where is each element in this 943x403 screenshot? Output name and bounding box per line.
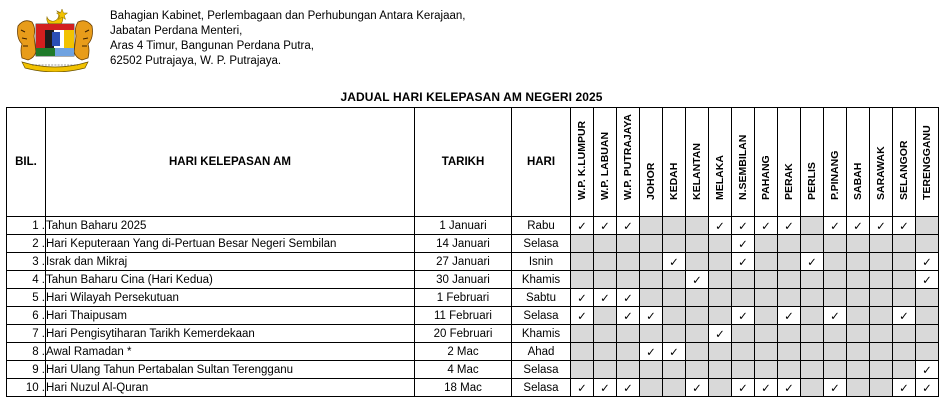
state-empty-cell xyxy=(778,271,801,289)
state-empty-cell xyxy=(709,343,732,361)
state-check-cell: ✓ xyxy=(617,379,640,397)
column-header-state xyxy=(755,108,778,217)
state-empty-cell xyxy=(824,343,847,361)
state-empty-cell xyxy=(847,253,870,271)
state-empty-cell xyxy=(824,289,847,307)
column-header-state xyxy=(594,108,617,217)
state-empty-cell xyxy=(847,235,870,253)
state-empty-cell xyxy=(755,343,778,361)
state-empty-cell xyxy=(571,235,594,253)
state-check-cell: ✓ xyxy=(870,217,893,235)
holiday-date: 1 Februari xyxy=(415,289,512,307)
state-empty-cell xyxy=(686,343,709,361)
state-empty-cell xyxy=(870,253,893,271)
state-empty-cell xyxy=(571,343,594,361)
page-title: JADUAL HARI KELEPASAN AM NEGERI 2025 xyxy=(340,90,603,104)
state-empty-cell xyxy=(916,325,939,343)
state-check-cell: ✓ xyxy=(893,217,916,235)
row-number: 4 . xyxy=(7,271,46,289)
state-check-cell: ✓ xyxy=(686,379,709,397)
state-check-cell: ✓ xyxy=(778,379,801,397)
state-empty-cell xyxy=(778,289,801,307)
state-empty-cell xyxy=(801,379,824,397)
state-label: SABAH xyxy=(852,162,864,200)
state-empty-cell xyxy=(732,343,755,361)
state-empty-cell xyxy=(755,325,778,343)
state-empty-cell xyxy=(617,271,640,289)
state-empty-cell xyxy=(571,361,594,379)
holiday-date: 14 Januari xyxy=(415,235,512,253)
state-empty-cell xyxy=(640,271,663,289)
column-header-state xyxy=(686,108,709,217)
column-header-state xyxy=(824,108,847,217)
holiday-date: 30 Januari xyxy=(415,271,512,289)
state-empty-cell xyxy=(594,325,617,343)
state-empty-cell xyxy=(755,289,778,307)
state-empty-cell xyxy=(824,235,847,253)
state-empty-cell xyxy=(801,271,824,289)
holiday-date: 11 Februari xyxy=(415,307,512,325)
state-check-cell: ✓ xyxy=(571,379,594,397)
state-empty-cell xyxy=(663,271,686,289)
state-empty-cell xyxy=(640,217,663,235)
state-empty-cell xyxy=(755,361,778,379)
holiday-name: Tahun Baharu Cina (Hari Kedua) xyxy=(46,271,415,289)
table-row xyxy=(7,361,939,379)
state-empty-cell xyxy=(870,307,893,325)
state-empty-cell xyxy=(571,271,594,289)
state-check-cell: ✓ xyxy=(686,271,709,289)
state-check-cell: ✓ xyxy=(755,217,778,235)
state-empty-cell xyxy=(778,253,801,271)
state-empty-cell xyxy=(686,289,709,307)
state-check-cell: ✓ xyxy=(732,379,755,397)
holiday-name: Israk dan Mikraj xyxy=(46,253,415,271)
state-check-cell: ✓ xyxy=(663,253,686,271)
state-empty-cell xyxy=(594,307,617,325)
state-empty-cell xyxy=(801,217,824,235)
state-empty-cell xyxy=(870,343,893,361)
state-empty-cell xyxy=(893,343,916,361)
state-empty-cell xyxy=(893,289,916,307)
holiday-date: 20 Februari xyxy=(415,325,512,343)
holiday-name: Hari Wilayah Persekutuan xyxy=(46,289,415,307)
holiday-day: Khamis xyxy=(512,325,571,343)
state-check-cell: ✓ xyxy=(893,379,916,397)
column-header-name: HARI KELEPASAN AM xyxy=(46,108,415,217)
state-empty-cell xyxy=(755,271,778,289)
state-empty-cell xyxy=(801,343,824,361)
row-number: 5 . xyxy=(7,289,46,307)
holiday-name: Tahun Baharu 2025 xyxy=(46,217,415,235)
state-empty-cell xyxy=(870,235,893,253)
state-empty-cell xyxy=(709,361,732,379)
state-empty-cell xyxy=(686,325,709,343)
state-empty-cell xyxy=(640,361,663,379)
state-empty-cell xyxy=(755,235,778,253)
state-empty-cell xyxy=(663,379,686,397)
holiday-day: Isnin xyxy=(512,253,571,271)
state-empty-cell xyxy=(732,361,755,379)
holiday-date: 1 Januari xyxy=(415,217,512,235)
state-empty-cell xyxy=(847,289,870,307)
table-row xyxy=(7,343,939,361)
state-check-cell: ✓ xyxy=(755,379,778,397)
state-empty-cell xyxy=(916,217,939,235)
row-number: 10 . xyxy=(7,379,46,397)
state-label: SARAWAK xyxy=(875,146,887,200)
state-empty-cell xyxy=(824,361,847,379)
table-header-row xyxy=(7,108,939,217)
state-empty-cell xyxy=(571,325,594,343)
state-check-cell: ✓ xyxy=(617,307,640,325)
address-line: Bahagian Kabinet, Perlembagaan dan Perhubungan Antara Kerajaan, xyxy=(110,10,466,22)
state-empty-cell xyxy=(755,253,778,271)
row-number: 9 . xyxy=(7,361,46,379)
holiday-day: Rabu xyxy=(512,217,571,235)
state-empty-cell xyxy=(893,271,916,289)
row-number: 3 . xyxy=(7,253,46,271)
holiday-date: 4 Mac xyxy=(415,361,512,379)
state-empty-cell xyxy=(686,235,709,253)
state-empty-cell xyxy=(663,325,686,343)
table-row xyxy=(7,325,939,343)
row-number: 6 . xyxy=(7,307,46,325)
state-label: KEDAH xyxy=(668,162,680,200)
table-body xyxy=(7,217,939,397)
state-empty-cell xyxy=(709,253,732,271)
state-check-cell: ✓ xyxy=(824,307,847,325)
state-check-cell: ✓ xyxy=(571,307,594,325)
state-empty-cell xyxy=(709,271,732,289)
state-empty-cell xyxy=(686,217,709,235)
state-empty-cell xyxy=(778,235,801,253)
column-header-state xyxy=(801,108,824,217)
column-header-state xyxy=(847,108,870,217)
state-empty-cell xyxy=(870,325,893,343)
holiday-day: Selasa xyxy=(512,379,571,397)
state-empty-cell xyxy=(732,325,755,343)
state-check-cell: ✓ xyxy=(732,235,755,253)
state-empty-cell xyxy=(617,361,640,379)
state-check-cell: ✓ xyxy=(594,379,617,397)
column-header-state xyxy=(870,108,893,217)
state-label: W.P. K.LUMPUR xyxy=(576,120,588,200)
state-empty-cell xyxy=(617,253,640,271)
state-empty-cell xyxy=(755,307,778,325)
holiday-date: 27 Januari xyxy=(415,253,512,271)
state-label: PAHANG xyxy=(760,155,772,200)
state-empty-cell xyxy=(870,271,893,289)
state-empty-cell xyxy=(916,235,939,253)
state-empty-cell xyxy=(801,289,824,307)
holiday-day: Khamis xyxy=(512,271,571,289)
state-empty-cell xyxy=(663,361,686,379)
table-row xyxy=(7,271,939,289)
holiday-day: Sabtu xyxy=(512,289,571,307)
table-row xyxy=(7,307,939,325)
state-empty-cell xyxy=(847,379,870,397)
state-empty-cell xyxy=(778,343,801,361)
holiday-name: Hari Thaipusam xyxy=(46,307,415,325)
holiday-day: Ahad xyxy=(512,343,571,361)
state-empty-cell xyxy=(801,325,824,343)
holiday-name: Hari Keputeraan Yang di-Pertuan Besar Negeri Sembilan xyxy=(46,235,415,253)
column-header-state xyxy=(732,108,755,217)
address-line: 62502 Putrajaya, W. P. Putrajaya. xyxy=(110,55,282,67)
state-empty-cell xyxy=(732,289,755,307)
state-empty-cell xyxy=(617,235,640,253)
state-empty-cell xyxy=(663,307,686,325)
state-empty-cell xyxy=(640,379,663,397)
column-header-state xyxy=(709,108,732,217)
table-row xyxy=(7,379,939,397)
state-check-cell: ✓ xyxy=(732,253,755,271)
state-label: PERLIS xyxy=(806,162,818,200)
state-check-cell: ✓ xyxy=(617,217,640,235)
state-label: SELANGOR xyxy=(898,140,910,200)
state-check-cell: ✓ xyxy=(893,307,916,325)
row-number: 7 . xyxy=(7,325,46,343)
column-header-state xyxy=(893,108,916,217)
state-check-cell: ✓ xyxy=(732,217,755,235)
state-empty-cell xyxy=(847,325,870,343)
table-row xyxy=(7,235,939,253)
column-header-state xyxy=(640,108,663,217)
holiday-date: 2 Mac xyxy=(415,343,512,361)
state-empty-cell xyxy=(916,289,939,307)
state-check-cell: ✓ xyxy=(709,325,732,343)
state-empty-cell xyxy=(870,289,893,307)
state-empty-cell xyxy=(893,325,916,343)
state-empty-cell xyxy=(571,253,594,271)
state-check-cell: ✓ xyxy=(594,289,617,307)
state-empty-cell xyxy=(847,361,870,379)
state-empty-cell xyxy=(778,361,801,379)
state-check-cell: ✓ xyxy=(778,307,801,325)
state-empty-cell xyxy=(893,253,916,271)
state-label: N.SEMBILAN xyxy=(737,134,749,200)
state-empty-cell xyxy=(686,307,709,325)
column-header-state xyxy=(916,108,939,217)
state-check-cell: ✓ xyxy=(847,217,870,235)
state-empty-cell xyxy=(824,271,847,289)
state-empty-cell xyxy=(870,361,893,379)
column-header-day: HARI xyxy=(512,108,571,217)
holiday-day: Selasa xyxy=(512,361,571,379)
holiday-name: Hari Nuzul Al-Quran xyxy=(46,379,415,397)
state-label: JOHOR xyxy=(645,162,657,200)
holiday-name: Awal Ramadan * xyxy=(46,343,415,361)
address-line: Jabatan Perdana Menteri, xyxy=(110,25,243,37)
state-label: TERENGGANU xyxy=(921,125,933,200)
state-check-cell: ✓ xyxy=(916,253,939,271)
state-label: PERAK xyxy=(783,163,795,200)
state-check-cell: ✓ xyxy=(663,343,686,361)
state-empty-cell xyxy=(732,271,755,289)
state-check-cell: ✓ xyxy=(732,307,755,325)
state-check-cell: ✓ xyxy=(640,343,663,361)
state-empty-cell xyxy=(663,289,686,307)
address-block xyxy=(110,9,466,69)
state-check-cell: ✓ xyxy=(801,253,824,271)
state-check-cell: ✓ xyxy=(617,289,640,307)
state-empty-cell xyxy=(893,235,916,253)
state-check-cell: ✓ xyxy=(916,379,939,397)
coat-of-arms-logo xyxy=(12,6,98,72)
row-number: 8 . xyxy=(7,343,46,361)
state-check-cell: ✓ xyxy=(778,217,801,235)
column-header-date: TARIKH xyxy=(415,108,512,217)
state-empty-cell xyxy=(640,253,663,271)
holiday-day: Selasa xyxy=(512,235,571,253)
state-check-cell: ✓ xyxy=(916,271,939,289)
state-empty-cell xyxy=(663,217,686,235)
state-empty-cell xyxy=(594,271,617,289)
state-empty-cell xyxy=(594,361,617,379)
holiday-name: Hari Ulang Tahun Pertabalan Sultan Terengganu xyxy=(46,361,415,379)
state-empty-cell xyxy=(709,379,732,397)
column-header-state xyxy=(663,108,686,217)
state-empty-cell xyxy=(778,325,801,343)
state-label: W.P. PUTRAJAYA xyxy=(622,114,634,200)
table-row xyxy=(7,253,939,271)
column-header-state xyxy=(571,108,594,217)
column-header-state xyxy=(778,108,801,217)
state-empty-cell xyxy=(801,361,824,379)
state-empty-cell xyxy=(617,343,640,361)
state-check-cell: ✓ xyxy=(709,217,732,235)
state-empty-cell xyxy=(870,379,893,397)
state-check-cell: ✓ xyxy=(916,361,939,379)
column-header-state xyxy=(617,108,640,217)
table-row xyxy=(7,289,939,307)
state-empty-cell xyxy=(847,343,870,361)
state-empty-cell xyxy=(709,289,732,307)
state-empty-cell xyxy=(594,235,617,253)
holiday-date: 18 Mac xyxy=(415,379,512,397)
state-check-cell: ✓ xyxy=(640,307,663,325)
column-header-bil: BIL. xyxy=(7,108,46,217)
state-empty-cell xyxy=(686,361,709,379)
state-empty-cell xyxy=(801,307,824,325)
state-empty-cell xyxy=(824,253,847,271)
address-line: Aras 4 Timur, Bangunan Perdana Putra, xyxy=(110,40,314,52)
state-label: P.PINANG xyxy=(829,150,841,200)
holiday-name: Hari Pengisytiharan Tarikh Kemerdekaan xyxy=(46,325,415,343)
state-check-cell: ✓ xyxy=(824,217,847,235)
state-empty-cell xyxy=(824,325,847,343)
state-check-cell: ✓ xyxy=(571,217,594,235)
state-empty-cell xyxy=(617,325,640,343)
state-label: MELAKA xyxy=(714,155,726,200)
state-empty-cell xyxy=(916,307,939,325)
state-empty-cell xyxy=(916,343,939,361)
state-check-cell: ✓ xyxy=(594,217,617,235)
state-empty-cell xyxy=(801,235,824,253)
state-empty-cell xyxy=(663,235,686,253)
state-empty-cell xyxy=(847,307,870,325)
table-row xyxy=(7,217,939,235)
state-empty-cell xyxy=(686,253,709,271)
state-empty-cell xyxy=(640,325,663,343)
state-empty-cell xyxy=(640,235,663,253)
state-label: W.P. LABUAN xyxy=(599,131,611,200)
state-empty-cell xyxy=(640,289,663,307)
state-check-cell: ✓ xyxy=(824,379,847,397)
state-empty-cell xyxy=(594,253,617,271)
holiday-table xyxy=(6,107,939,397)
row-number: 1 . xyxy=(7,217,46,235)
state-empty-cell xyxy=(847,271,870,289)
state-check-cell: ✓ xyxy=(571,289,594,307)
state-empty-cell xyxy=(709,307,732,325)
state-empty-cell xyxy=(893,361,916,379)
state-empty-cell xyxy=(709,235,732,253)
row-number: 2 . xyxy=(7,235,46,253)
state-label: KELANTAN xyxy=(691,143,703,200)
holiday-day: Selasa xyxy=(512,307,571,325)
state-empty-cell xyxy=(594,343,617,361)
